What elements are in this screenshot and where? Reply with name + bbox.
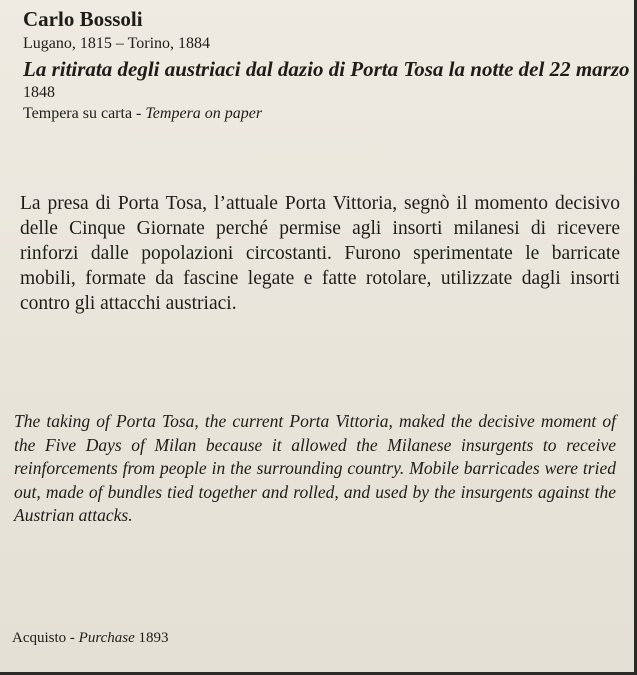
medium-english: Tempera on paper bbox=[145, 105, 263, 122]
artist-name: Carlo Bossoli bbox=[23, 7, 143, 31]
acquisition-italian: Acquisto bbox=[12, 630, 67, 646]
acquisition-english: Purchase bbox=[78, 630, 135, 646]
artwork-year: 1848 bbox=[23, 84, 55, 101]
medium-italian: Tempera su carta bbox=[23, 105, 133, 122]
acquisition-line bbox=[12, 628, 169, 648]
artwork-medium bbox=[23, 103, 633, 124]
medium-separator: - bbox=[132, 105, 146, 122]
description-italian: La presa di Porta Tosa, l’attuale Porta Vittoria, segnò il momento decisivo delle Cinque Giornate perché permise agli insorti milanesi di ricevere rinforzi dalle popolazioni circostanti. Furono sperimentate le barricate mobili, formate da fascine legate e fatte rotolare, utilizzate dagli insorti contro gli attacchi austriaci. bbox=[20, 193, 620, 314]
description-english: The taking of Porta Tosa, the current Porta Vittoria, maked the decisive moment of the Five Days of Milan because it allowed the Milanese insurgents to receive reinforcements from people in the surrounding country. Mobile barricades were tried out, made of bundles tied together and rolled, and used by the insurgents against the Austrian attacks. bbox=[14, 411, 616, 525]
acquisition-separator: - bbox=[66, 630, 79, 646]
artwork-title: La ritirata degli austriaci dal dazio di Porta Tosa la notte del 22 marzo bbox=[23, 57, 630, 81]
label-header bbox=[23, 6, 633, 124]
artist-dates: Lugano, 1815 – Torino, 1884 bbox=[23, 35, 211, 52]
acquisition-year: 1893 bbox=[134, 630, 169, 646]
